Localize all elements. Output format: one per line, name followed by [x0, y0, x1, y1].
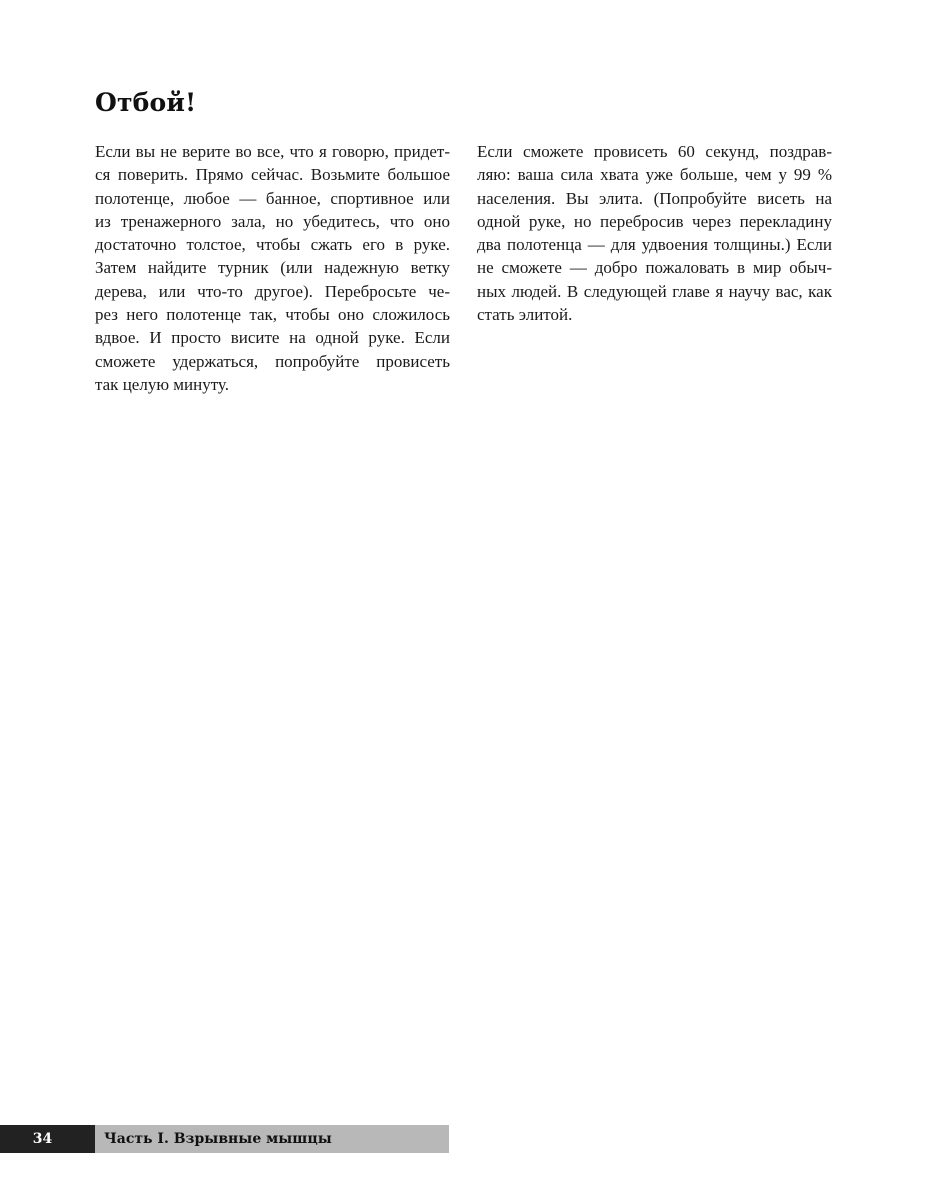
page-footer	[0, 1125, 449, 1153]
text-line: Если сможете провисеть 60 секунд, поздрав-	[477, 142, 832, 161]
text-line: ляю: ваша сила хвата уже больше, чем у 99 %	[477, 165, 832, 185]
text-line: Если вы не верите во все, что я говорю, придет-	[95, 142, 450, 161]
page-number: 34	[0, 1125, 95, 1153]
right-column	[477, 140, 832, 326]
text-line: достаточно толстое, чтобы сжать его в руке.	[95, 235, 450, 255]
text-line: рез него полотенце так, чтобы оно сложилось	[95, 305, 450, 325]
text-line: так целую минуту.	[95, 374, 229, 394]
text-line: сможете удержаться, попробуйте провисеть	[95, 351, 450, 371]
left-column	[95, 140, 450, 396]
running-header-part-title: Часть I. Взрывные мышцы	[95, 1125, 449, 1153]
text-line: ных людей. В следующей главе я научу вас, как	[477, 281, 832, 301]
text-line: Затем найдите турник (или надежную ветку	[95, 258, 450, 278]
text-line: дерева, или что-то другое). Перебросьте че-	[95, 281, 450, 301]
text-line: не сможете — добро пожаловать в мир обыч-	[477, 258, 832, 278]
text-line: вдвое. И просто висите на одной руке. Если	[95, 328, 450, 348]
text-line: ся поверить. Прямо сейчас. Возьмите большое	[95, 165, 450, 185]
text-line: стать элитой.	[477, 305, 573, 325]
section-heading: Отбой!	[95, 88, 197, 117]
text-line: два полотенца — для удвоения толщины.) Если	[477, 235, 832, 255]
text-line: населения. Вы элита. (Попробуйте висеть на	[477, 188, 832, 208]
text-line: из тренажерного зала, но убедитесь, что оно	[95, 211, 450, 231]
text-line: полотенце, любое — банное, спортивное или	[95, 188, 450, 208]
text-line: одной руке, но перебросив через перекладину	[477, 211, 832, 231]
